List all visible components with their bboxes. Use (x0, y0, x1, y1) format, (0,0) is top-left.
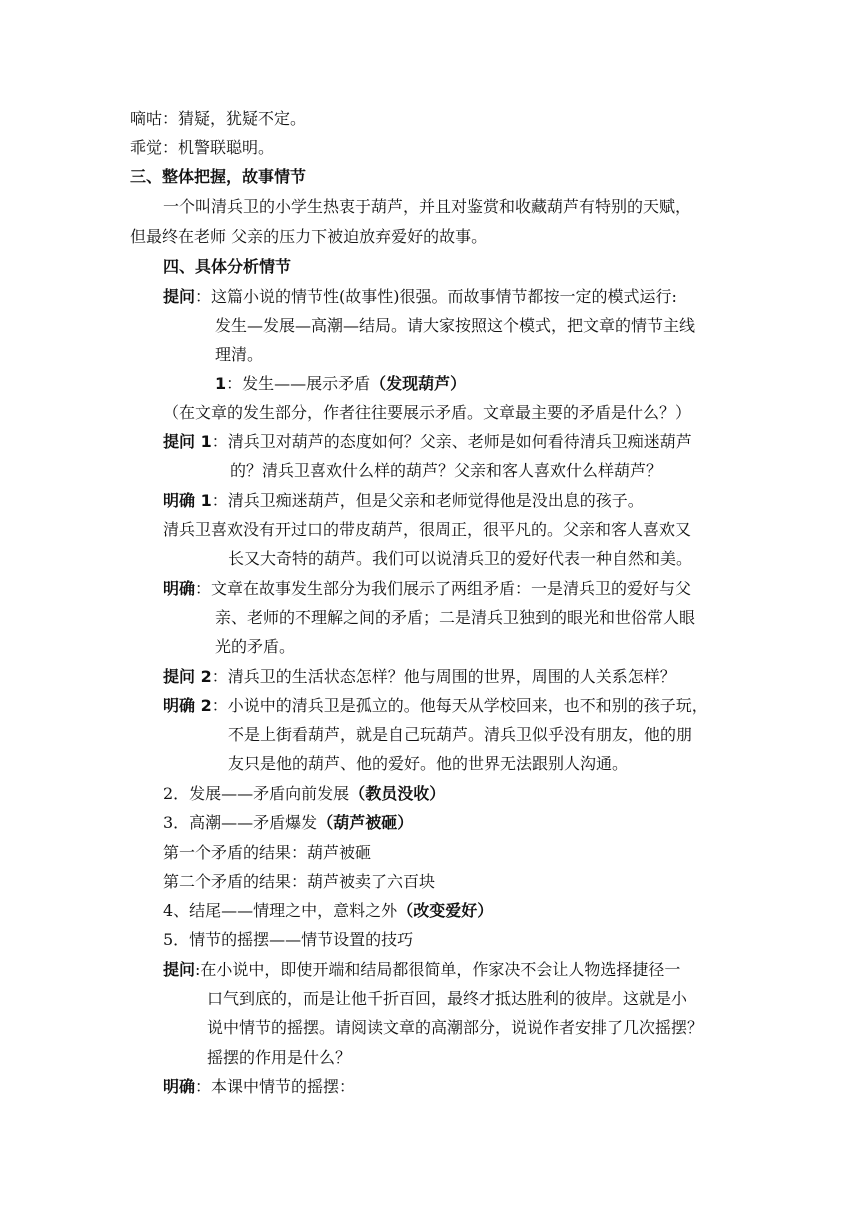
text: 5．情节的摇摆——情节设置的技巧 (163, 930, 414, 949)
line-32 (207, 1017, 703, 1039)
text: ：这篇小说的情节性(故事性)很强。而故事情节都按一定的模式运行: (195, 287, 677, 306)
text: 的？清兵卫喜欢什么样的葫芦？父亲和客人喜欢什么样葫芦？ (230, 461, 663, 480)
text: :在小说中，即使开端和结局都很简单，作家决不会让人物选择捷径一 (195, 960, 681, 979)
line-15 (163, 519, 691, 541)
line-14 (163, 490, 644, 512)
bold-text: 三、整体把握，故事情节 (130, 167, 307, 186)
line-22 (228, 724, 692, 746)
line-1 (130, 108, 306, 130)
line-3 (130, 166, 306, 188)
text: 不是上街看葫芦，就是自己玩葫芦。清兵卫似乎没有朋友，他的朋 (228, 725, 693, 744)
line-20 (163, 666, 676, 688)
text: 光的矛盾。 (215, 637, 296, 656)
text: 2．发展——矛盾向前发展 (163, 784, 350, 803)
text: 说中情节的摇摆。请阅读文章的高潮部分，说说作者安排了几次摇摆？ (207, 1018, 704, 1037)
text: 友只是他的葫芦、他的爱好。他的世界无法跟别人沟通。 (228, 754, 629, 773)
text: 亲、老师的不理解之间的矛盾；二是清兵卫独到的眼光和世俗常人眼 (215, 608, 696, 627)
bold-text: 明确 (163, 579, 196, 598)
line-19 (215, 636, 295, 658)
line-13 (230, 460, 662, 482)
bold-text: 明确 (163, 1077, 196, 1096)
line-2 (130, 137, 274, 159)
text: ：文章在故事发生部分为我们展示了两组矛盾：一是清兵卫的爱好与父 (195, 579, 692, 598)
text: 一个叫清兵卫的小学生热衷于葫芦，并且对鉴赏和收藏葫芦有特别的天赋， (163, 197, 692, 216)
line-25 (163, 812, 413, 834)
text: 但最终在老师 父亲的压力下被迫放弃爱好的故事。 (130, 227, 488, 246)
line-24 (163, 783, 445, 805)
text: 理清。 (215, 345, 264, 364)
line-31 (207, 988, 687, 1010)
line-23 (228, 753, 628, 775)
line-9 (215, 344, 263, 366)
line-29 (163, 929, 413, 951)
text: 第一个矛盾的结果：葫芦被砸 (163, 843, 372, 862)
bold-text: （教员没收） (349, 784, 446, 803)
line-11 (163, 402, 691, 424)
text: 3．高潮——矛盾爆发 (163, 813, 318, 832)
line-8 (215, 315, 695, 337)
line-6 (163, 256, 291, 278)
bold-text: （改变爱好） (397, 901, 494, 920)
text: ：清兵卫痴迷葫芦，但是父亲和老师觉得他是没出息的孩子。 (211, 491, 644, 510)
line-28 (163, 900, 493, 922)
text: ：清兵卫对葫芦的态度如何？父亲、老师是如何看待清兵卫痴迷葫芦 (211, 432, 692, 451)
line-5 (130, 226, 487, 248)
line-7 (163, 286, 677, 308)
text: ：清兵卫的生活状态怎样？他与周围的世界，周围的人关系怎样？ (211, 667, 676, 686)
bold-text: 明确 1 (163, 491, 212, 510)
text: ：本课中情节的摇摆： (195, 1077, 356, 1096)
text: 发生—发展—高潮—结局。请大家按照这个模式，把文章的情节主线 (215, 316, 696, 335)
line-21 (163, 695, 708, 717)
bold-text: 提问 2 (163, 667, 212, 686)
bold-text: 提问 (163, 287, 196, 306)
text: 嘀咕：猜疑，犹疑不定。 (130, 109, 307, 128)
text: 4、结尾——情理之中，意料之外 (163, 901, 398, 920)
line-17 (163, 578, 691, 600)
text: 清兵卫喜欢没有开过口的带皮葫芦，很周正，很平凡的。父亲和客人喜欢又 (163, 520, 692, 539)
bold-text: （葫芦被砸） (317, 813, 414, 832)
text: 口气到底的，而是让他千折百回，最终才抵达胜利的彼岸。这就是小 (207, 989, 688, 1008)
bold-text: 明确 2 (163, 696, 212, 715)
text: 第二个矛盾的结果：葫芦被卖了六百块 (163, 872, 436, 891)
text: （在文章的发生部分，作者往往要展示矛盾。文章最主要的矛盾是什么？） (163, 403, 692, 422)
line-16 (228, 548, 692, 570)
line-4 (163, 196, 691, 218)
bold-text: （发现葫芦） (370, 374, 467, 393)
line-34 (163, 1076, 355, 1098)
bold-text: 提问 1 (163, 432, 212, 451)
text: ：发生——展示矛盾 (226, 374, 371, 393)
line-27 (163, 871, 435, 893)
bold-text: 提问 (163, 960, 196, 979)
bold-text: 1 (215, 374, 227, 393)
text: 摇摆的作用是什么？ (207, 1048, 352, 1067)
line-33 (207, 1047, 351, 1069)
text: ：小说中的清兵卫是孤立的。他每天从学校回来，也不和别的孩子玩， (211, 696, 708, 715)
line-26 (163, 842, 371, 864)
text: 乖觉：机警联聪明。 (130, 138, 275, 157)
line-18 (215, 607, 695, 629)
line-10 (215, 373, 466, 395)
text: 长又大奇特的葫芦。我们可以说清兵卫的爱好代表一种自然和美。 (228, 549, 693, 568)
line-30 (163, 959, 680, 981)
bold-text: 四、具体分析情节 (163, 257, 292, 276)
line-12 (163, 431, 692, 453)
